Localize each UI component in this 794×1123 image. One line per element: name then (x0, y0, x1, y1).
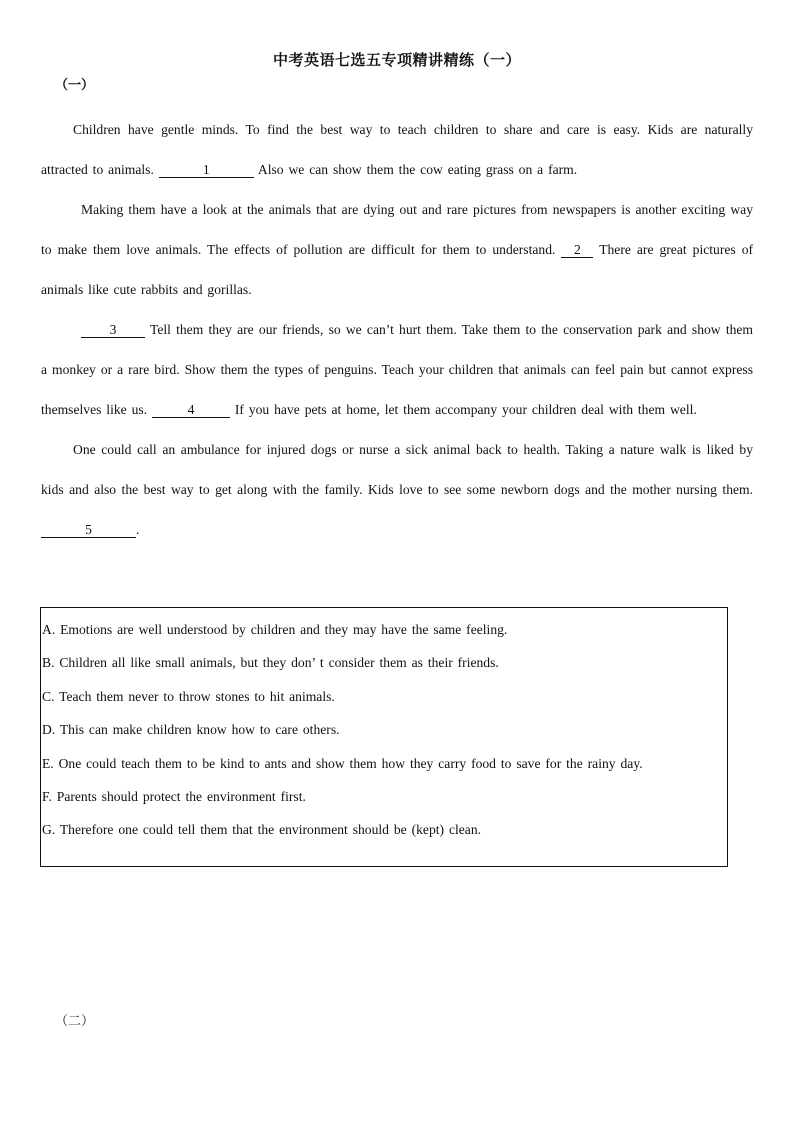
answer-blank-5[interactable]: 5 (41, 522, 136, 538)
answer-blank-3[interactable]: 3 (81, 322, 145, 338)
paragraph-4-text: One could call an ambulance for injured dogs or nurse a sick animal back to health. Taking a nature walk is liked by kids and also the best way to get along with the family. Kids love to see some newborn dogs and the mother nursing them. (41, 442, 753, 497)
answer-blank-4[interactable]: 4 (152, 402, 230, 418)
section-label-1: （一） (55, 78, 95, 93)
paragraph-2-after: There are great pictures of animals like cute rabbits and gorillas. (41, 242, 754, 297)
paragraph-4 (41, 430, 753, 550)
reading-passage (41, 110, 753, 550)
option-f: F. Parents should protect the environment first. (42, 788, 306, 804)
paragraph-1-text: Children have gentle minds. To find the best way to teach children to share and care is easy. Kids are naturally attracted to animals. (41, 122, 753, 177)
option-a: A. Emotions are well understood by children and they may have the same feeling. (42, 622, 508, 637)
option-c: C. Teach them never to throw stones to hit animals. (42, 688, 335, 704)
paragraph-3-text: Tell them they are our friends, so we can’t hurt them. Take them to the conservation park and show them a monkey or a rare bird. Show them the types of penguins. Teach your children that animals can feel pain but cannot express themselves like us. (41, 322, 754, 417)
page-title: 中考英语七选五专项精讲精练（一） (272, 51, 521, 69)
option-b: B. Children all like small animals, but they don’ t consider them as their friends. (42, 655, 499, 671)
paragraph-1 (41, 110, 753, 190)
paragraph-3-after: If you have pets at home, let them accompany your children deal with them well. (234, 402, 697, 417)
paragraph-1-after: Also we can show them the cow eating grass on a farm. (257, 162, 578, 177)
answer-blank-1[interactable]: 1 (159, 162, 254, 178)
paragraph-2-text: Making them have a look at the animals that are dying out and rare pictures from newspapers is another exciting way to make them love animals. The effects of pollution are difficult for them to understand. (41, 202, 753, 257)
paragraph-4-end: . (136, 522, 140, 537)
options-box (40, 607, 728, 867)
paragraph-3 (41, 310, 753, 430)
option-e: E. One could teach them to be kind to ants and show them how they carry food to save for the rainy day. (42, 755, 643, 771)
paragraph-2 (41, 190, 753, 310)
section-label-2: （二） (55, 1014, 95, 1029)
option-g: G. Therefore one could tell them that the environment should be (kept) clean. (42, 822, 482, 838)
option-d: D. This can make children know how to care others. (42, 722, 340, 738)
answer-blank-2[interactable]: 2 (561, 242, 593, 258)
